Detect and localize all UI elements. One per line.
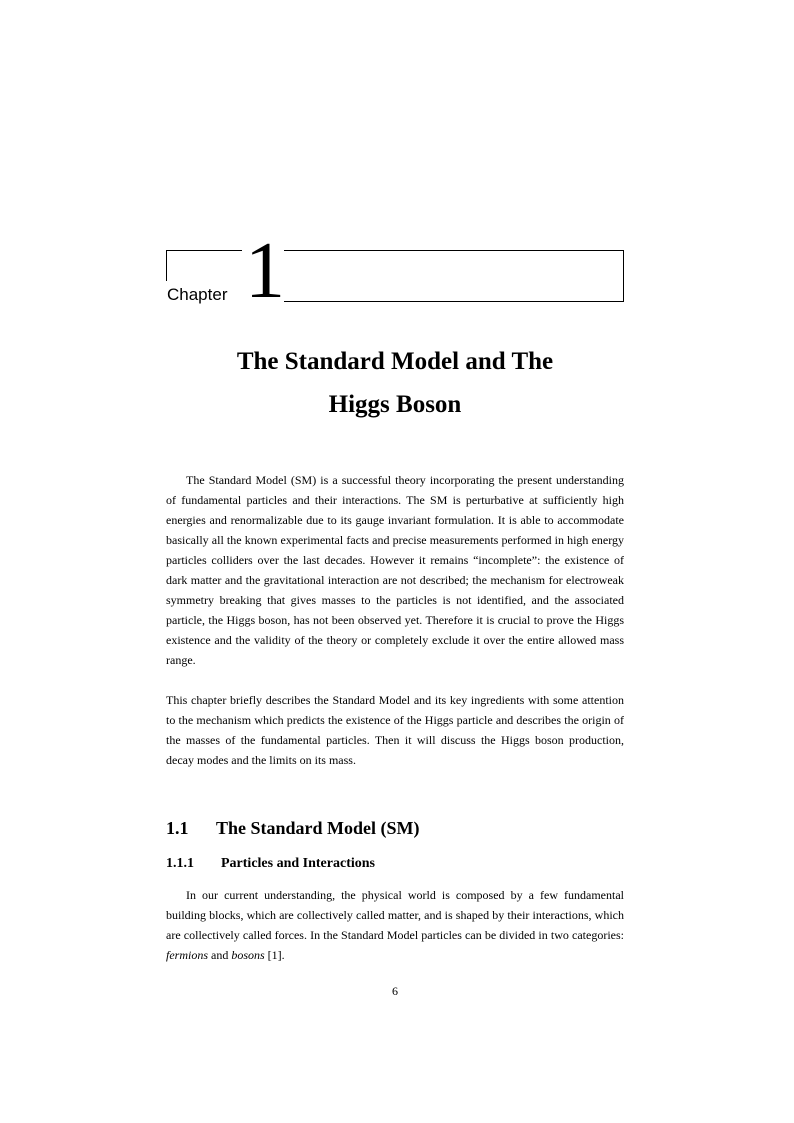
particles-paragraph bbox=[166, 885, 624, 965]
chapter-title bbox=[166, 340, 624, 426]
fermions-term: fermions bbox=[166, 948, 208, 962]
intro-paragraph: The Standard Model (SM) is a successful theory incorporating the present understanding of fundamental particles and their interactions. The SM is perturbative at sufficiently high energies and renormalizable due to its gauge invariant formulation. It is able to accommodate basically all the known experimental facts and precise measurements performed in high energy particles colliders over the last decades. However it remains “incomplete”: the existence of dark matter and the gravitational interaction are not described; the mechanism for electroweak symmetry breaking that gives masses to the particles is not identified, and the associated particle, the Higgs boson, has not been observed yet. Therefore it is crucial to prove the Higgs existence and the validity of the theory or completely exclude it over the entire allowed mass range. bbox=[166, 473, 624, 667]
chapter-title-line-2: Higgs Boson bbox=[328, 391, 462, 418]
subsection-title: Particles and Interactions bbox=[221, 856, 375, 871]
subsection-heading bbox=[166, 854, 375, 874]
particles-paragraph-text: In our current understanding, the physical world is composed by a few fundamental building blocks, which are collectively called matter, and is shaped by their interactions, which are collectively called forces. In the Standard Model particles can be divided in two categories: bbox=[166, 888, 624, 942]
chapter-number: 1 bbox=[245, 227, 285, 315]
citation-ref: [1]. bbox=[264, 948, 285, 962]
chapter-label: Chapter bbox=[167, 285, 228, 304]
chapter-overview-paragraph: This chapter briefly describes the Standard Model and its key ingredients with some attention to the mechanism which predicts the existence of the Higgs particle and describes the origin of the masses of the fundamental particles. Then it will discuss the Higgs boson production, decay modes and the limits on its mass. bbox=[166, 693, 624, 767]
and-connector: and bbox=[208, 948, 232, 962]
section-heading bbox=[166, 815, 420, 841]
bosons-term: bosons bbox=[231, 948, 265, 962]
section-title: The Standard Model (SM) bbox=[216, 818, 420, 838]
section-number: 1.1 bbox=[166, 818, 189, 838]
chapter-box-right-rule bbox=[284, 250, 624, 302]
chapter-box-left-rule bbox=[166, 250, 242, 281]
subsection-number: 1.1.1 bbox=[166, 856, 194, 871]
chapter-title-line-1: The Standard Model and The bbox=[236, 348, 554, 375]
page-number: 6 bbox=[392, 984, 398, 998]
